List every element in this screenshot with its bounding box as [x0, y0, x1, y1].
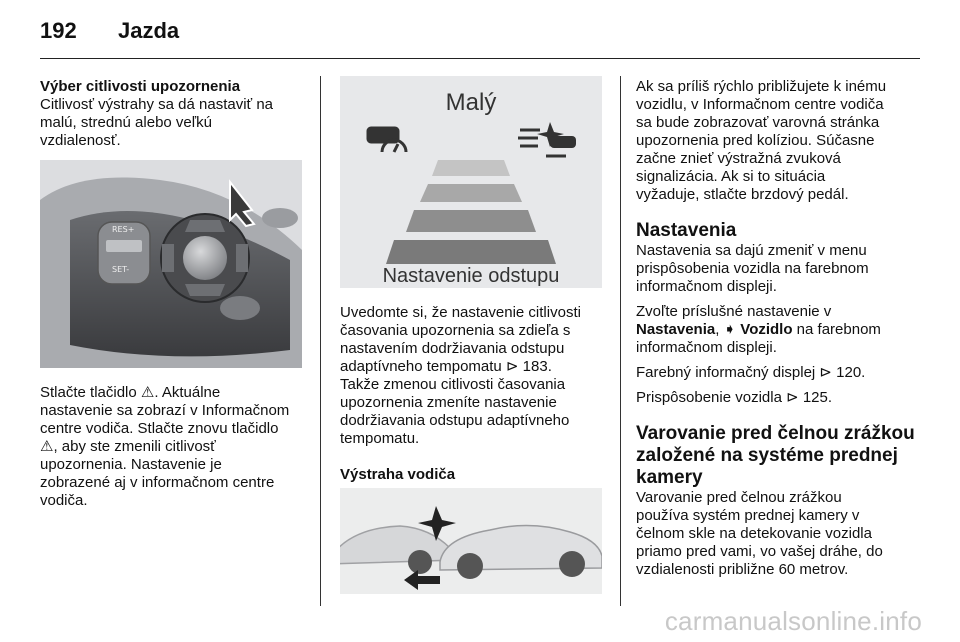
- text-line: Nastavenia sa dajú zmeniť v menu: [636, 242, 867, 259]
- text-line: vzdialenosť.: [40, 132, 121, 149]
- distance-bar-mid2: [406, 210, 536, 232]
- middle-column-text: [340, 304, 612, 484]
- set-label: SET-: [112, 265, 130, 274]
- text-line: Uvedomte si, že nastavenie citlivosti: [340, 304, 581, 321]
- text-line: upozornenia. Nastavenie je: [40, 456, 222, 473]
- text-line: vozidlu, v Informačnom centre vodiča: [636, 96, 884, 113]
- distance-display-illustration: [340, 76, 602, 288]
- text-line: Takže zmenou citlivosti časovania: [340, 376, 566, 393]
- distance-warning-button[interactable]: [185, 220, 225, 232]
- text-line: časovania upozornenia sa zdieľa s: [340, 322, 571, 339]
- text-line: Citlivosť výstrahy sa dá nastaviť na: [40, 96, 274, 113]
- column-divider-left: [320, 76, 321, 606]
- text-line: informačnom displeji.: [636, 278, 777, 295]
- section-title-forward-collision: založené na systéme prednej: [636, 445, 898, 466]
- display-caption: Nastavenie odstupu: [382, 265, 560, 287]
- left-column-intro: [40, 78, 310, 150]
- text-line: vzdialenosti približne 60 metrov.: [636, 561, 849, 578]
- menu-path-separator: , ➧: [715, 321, 741, 338]
- text-line-menu-path: [636, 321, 916, 339]
- driver-alert-icon: [368, 128, 406, 152]
- text-line: adaptívneho tempomatu ⊳ 183.: [340, 358, 552, 375]
- text-line: vodiča.: [40, 492, 88, 509]
- collision-warning-illustration: [340, 488, 602, 594]
- text-line: signalizácia. Ak si to situácia: [636, 168, 826, 185]
- menu-path-vehicle: Vozidlo: [740, 321, 793, 338]
- text-line: priamo pred vami, vo vašej dráhe, do: [636, 543, 883, 560]
- steering-wheel-illustration: [40, 160, 302, 368]
- collision-alert-icon: [518, 122, 576, 156]
- distance-bar-mid: [420, 184, 522, 202]
- display-title: Malý: [445, 89, 497, 116]
- page-number: 192: [40, 18, 77, 43]
- distance-bar-far: [386, 240, 556, 264]
- distance-display-figure: [340, 76, 602, 288]
- res-label: RES+: [112, 225, 135, 234]
- text-line: informačnom displeji.: [636, 339, 777, 356]
- section-title-forward-collision: Varovanie pred čelnou zrážkou: [636, 423, 915, 444]
- subheading-driver-warning: Výstraha vodiča: [340, 466, 456, 483]
- text-line: nastavenie sa zobrazí v Informačnom: [40, 402, 290, 419]
- reference-color-display: Farebný informačný displej ⊳ 120.: [636, 364, 866, 381]
- text-line: Stlačte tlačidlo ⚠. Aktuálne: [40, 384, 221, 401]
- text-line: prispôsobenia vozidla na farebnom: [636, 260, 869, 277]
- column-divider-right: [620, 76, 621, 606]
- text-line: Zvoľte príslušné nastavenie v: [636, 303, 832, 320]
- collision-warning-figure: [340, 488, 602, 594]
- text-line: tempomatu.: [340, 430, 420, 447]
- text-line: upozornenia pred kolíziou. Súčasne: [636, 132, 875, 149]
- text-line: ⚠, aby ste zmenili citlivosť: [40, 438, 216, 455]
- header-rule: [40, 58, 920, 59]
- text-line: dodržiavania odstupu adaptívneho: [340, 412, 570, 429]
- text-line: Ak sa príliš rýchlo približujete k inému: [636, 78, 887, 95]
- watermark: carmanualsonline.info: [664, 606, 922, 636]
- front-car: [440, 525, 602, 579]
- reference-vehicle-personalization: Prispôsobenie vozidla ⊳ 125.: [636, 389, 833, 406]
- subheading-sensitivity: Výber citlivosti upozornenia: [40, 78, 241, 95]
- chapter-title: Jazda: [118, 18, 180, 43]
- text-line: nastavením dodržiavania odstupu: [340, 340, 565, 357]
- text-line: centre vodiča. Stlačte znovu tlačidlo: [40, 420, 279, 437]
- text-line: vyžaduje, stlačte brzdový pedál.: [636, 186, 849, 203]
- text-line: zobrazené aj v informačnom centre: [40, 474, 275, 491]
- menu-path-suffix: na farebnom: [792, 321, 881, 338]
- page-header: [40, 14, 920, 60]
- distance-bar-near: [432, 160, 510, 176]
- text-line: malú, strednú alebo veľkú: [40, 114, 212, 131]
- text-line: Varovanie pred čelnou zrážkou: [636, 489, 842, 506]
- text-line: upozornenia zmeníte nastavenie: [340, 394, 557, 411]
- section-title-forward-collision: kamery: [636, 467, 703, 488]
- right-column-text: [636, 78, 916, 579]
- steering-wheel-figure: [40, 160, 302, 368]
- left-column-instructions: [40, 384, 315, 510]
- section-title-settings: Nastavenia: [636, 220, 737, 241]
- text-line: sa bude zobrazovať varovná stránka: [636, 114, 880, 131]
- menu-path-settings: Nastavenia: [636, 321, 716, 338]
- text-line: začne znieť výstražná zvuková: [636, 150, 841, 167]
- text-line: čelnom skle na detekovanie vozidla: [636, 525, 872, 542]
- text-line: používa systém prednej kamery v: [636, 507, 860, 524]
